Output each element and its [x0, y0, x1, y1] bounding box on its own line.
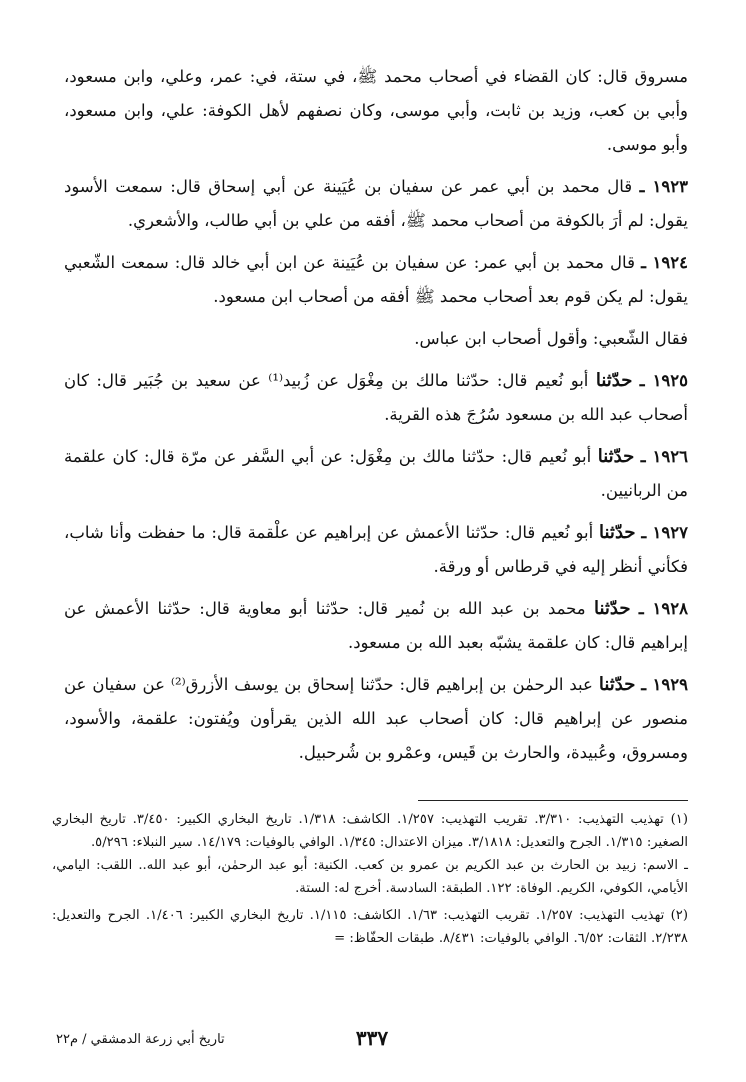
hadith-1923	[64, 170, 688, 238]
hadith-1924	[64, 246, 688, 314]
hadith-number: ١٩٢٥ ـ	[639, 371, 689, 390]
hadith-text: أبو نُعيم قال: حدّثنا مالك بن مِغْوَل عن زُبيد⁽¹⁾ عن سعيد بن جُبَير قال: كان أصحاب عبد الله بن مسعود سُرُجَ هذه القرية.	[64, 371, 688, 424]
footnotes	[52, 808, 688, 950]
hadith-text: قال محمد بن أبي عمر عن سفيان بن عُيَينة عن أبي إسحاق قال: سمعت الأسود يقول: لم أرَ بالكوفة من أصحاب محمد ﷺ، أفقه من علي بن أبي طالب، والأشعري.	[64, 177, 688, 230]
hadith-1925	[64, 364, 688, 432]
hadith-number: ١٩٢٨ ـ	[638, 599, 688, 618]
hadith-number: ١٩٢٧ ـ	[641, 523, 688, 542]
page-number: ٣٣٧	[355, 1026, 389, 1050]
footnote-1: (١) تهذيب التهذيب: ٣/٣١٠. تقريب التهذيب: ١/٢٥٧. الكاشف: ١/٣١٨. تاريخ البخاري الكبير: ٣/٤٥٠. تاريخ البخاري الصغير: ١/٣١٥. الجرح والتعديل: ٣/١٨١٨. ميزان الاعتدال: ١/٣٤٥. الوافي بالوفيات: ١٤/١٧٩. سير النبلاء: ٥/٢٩٦.	[52, 812, 688, 850]
hadith-1927	[64, 516, 688, 584]
hadith-1929	[64, 668, 688, 770]
footnote-divider	[418, 800, 688, 801]
paragraph-text: فقال الشّعبي: وأقول أصحاب ابن عباس.	[414, 329, 688, 348]
hadith-text: محمد بن عبد الله بن نُمير قال: حدّثنا أبو معاوية قال: حدّثنا الأعمش عن إبراهيم قال: كان علقمة يشبّه بعبد الله بن مسعود.	[64, 599, 688, 652]
hadith-1928	[64, 592, 688, 660]
footnote-1-bio: ـ الاسم: زبيد بن الحارث بن عبد الكريم بن عمرو بن كعب. الكنية: أبو عبد الرحمٰن، أبو عبد الله.. اللقب: اليامي، الأيامي، الكوفي، الكريم. الوفاة: ١٢٢. الطبقة: السادسة. أخرج له: الستة.	[52, 858, 688, 896]
haddathana-lead: حدّثنا	[598, 674, 636, 695]
hadith-text: أبو نُعيم قال: حدّثنا مالك بن مِغْوَل: عن أبي السَّفر عن مرّة قال: كان علقمة من الربانيين.	[64, 447, 688, 500]
hadith-number: ١٩٢٤ ـ	[641, 253, 688, 272]
haddathana-lead: حدّثنا	[597, 446, 635, 467]
book-reference: تاريخ أبي زرعة الدمشقي / م٢٢	[56, 1032, 225, 1047]
footnote-2: (٢) تهذيب التهذيب: ١/٢٥٧. تقريب التهذيب: ١/٦٣. الكاشف: ١/١١٥. تاريخ البخاري الكبير: ١/٤٠٦. الجرح والتعديل: ٢/٢٣٨. الثقات: ٦/٥٢. الوافي بالوفيات: ٨/٤٣١. طبقات الحفّاظ: =	[52, 908, 688, 946]
haddathana-lead: حدّثنا	[595, 370, 633, 391]
page-footer	[56, 1020, 688, 1060]
hadith-number: ١٩٢٣ ـ	[639, 177, 688, 196]
haddathana-lead: حدّثنا	[593, 598, 631, 619]
hadith-number: ١٩٢٩ ـ	[641, 675, 688, 694]
shabi-remark	[64, 322, 688, 356]
hadith-text: أبو نُعيم قال: حدّثنا الأعمش عن إبراهيم عن علْقمة قال: ما حفظت وأنا شاب، فكأني أنظر إليه في قرطاس أو ورقة.	[64, 523, 688, 576]
hadith-1926	[64, 440, 688, 508]
hadith-text: قال محمد بن أبي عمر: عن سفيان بن عُيَينة عن ابن أبي خالد قال: سمعت الشّعبي يقول: لم يكن قوم بعد أصحاب محمد ﷺ أفقه من أصحاب ابن مسعود.	[64, 253, 688, 306]
paragraph-text: مسروق قال: كان القضاء في أصحاب محمد ﷺ، في ستة، في: عمر، وعلي، وابن مسعود، وأبي بن كعب، وزيد بن ثابت، وأبي موسى، وكان نصفهم لأهل الكوفة: علي، وابن مسعود، وأبو موسى.	[64, 67, 688, 154]
haddathana-lead: حدّثنا	[599, 522, 636, 543]
hadith-number: ١٩٢٦ ـ	[640, 447, 688, 466]
paragraph-continuation	[64, 60, 688, 162]
hadith-text: عبد الرحمٰن بن إبراهيم قال: حدّثنا إسحاق بن يوسف الأزرق⁽²⁾ عن سفيان عن منصور عن إبراهيم قال: كان أصحاب عبد الله الذين يقرأون ويُفتون: علقمة، والأسود، ومسروق، وعُبيدة، والحارث بن قَيس، وعمْرو بن شُرحبيل.	[64, 675, 688, 762]
